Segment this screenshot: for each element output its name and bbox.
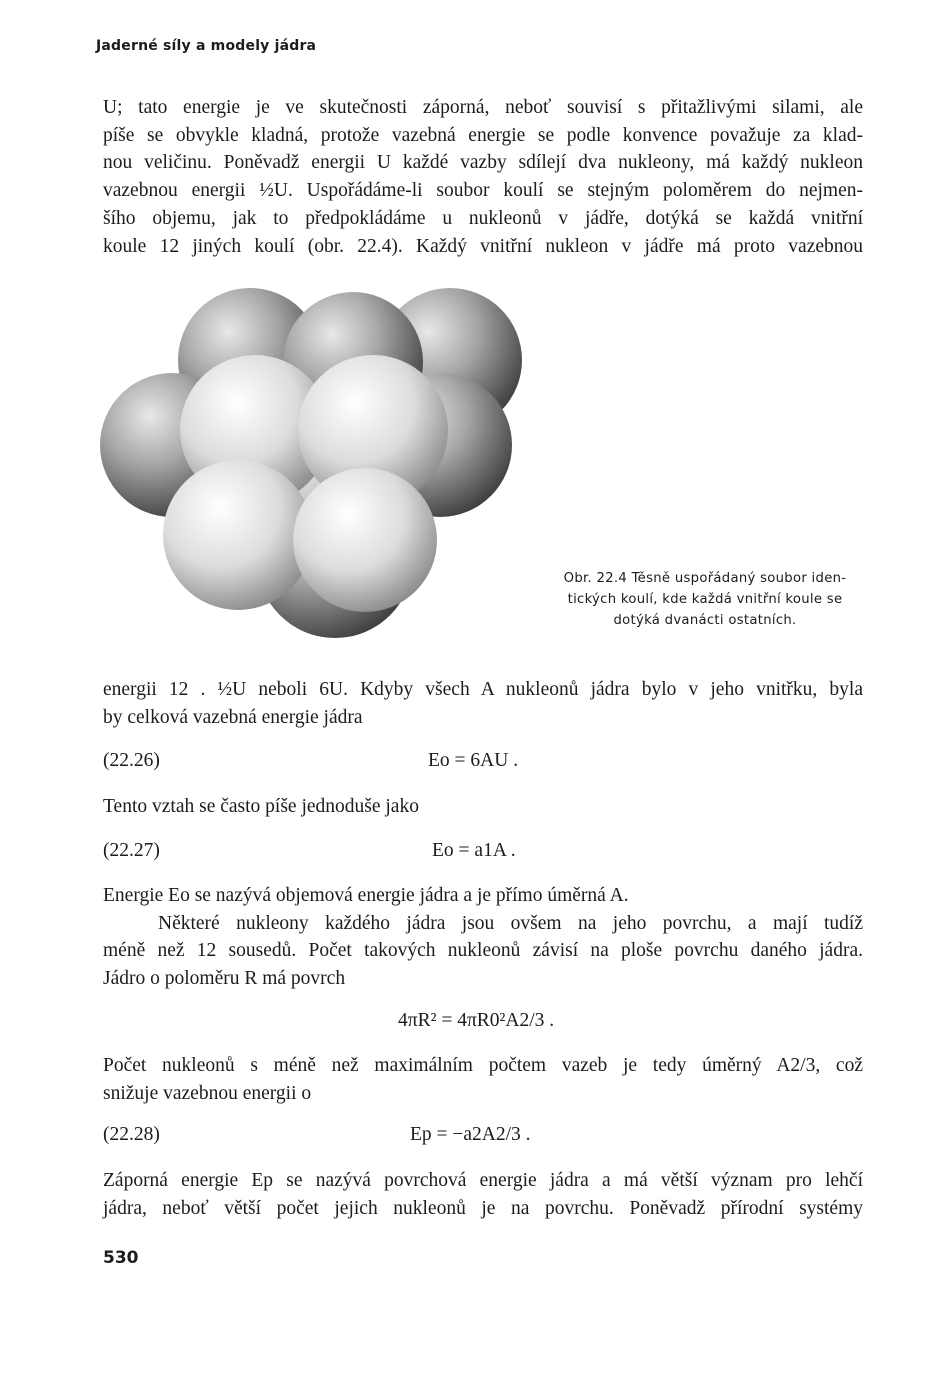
text-line: Záporná energie Ep se nazývá povrchová energie jádra a má větší význam pro lehčí — [103, 1170, 863, 1191]
text-line: vazebnou energii ½U. Uspořádáme-li soubor koulí se stejným poloměrem do nejmen- — [103, 180, 863, 202]
equation: Ep = −a2A2/3 . — [410, 1124, 531, 1145]
equation: 4πR² = 4πR0²A2/3 . — [398, 1010, 555, 1031]
paragraph-3 — [103, 793, 863, 821]
text-line: jádra, neboť větší počet jejich nukleonů je na povrchu. Poněvadž přírodní systémy — [103, 1197, 863, 1219]
equation-number: (22.28) — [103, 1124, 160, 1145]
text-line: nou veličinu. Poněvadž energii U každé vazby sdílejí dva nukleony, má každý nukleon — [103, 152, 863, 174]
text-line: Některé nukleony každého jádra jsou ovšem na jeho povrchu, a mají tudíž — [158, 912, 863, 934]
text-line: koule 12 jiných koulí (obr. 22.4). Každý vnitřní nukleon v jádře má proto vazebnou — [103, 235, 863, 257]
equation: Eo = a1A . — [432, 840, 516, 861]
text-line: Počet nukleonů s méně než maximálním počtem vazeb je tedy úměrný A2/3, což — [103, 1055, 863, 1076]
text-line: Jádro o poloměru R má povrch — [103, 968, 346, 990]
page-number: 530 — [103, 1248, 139, 1268]
paragraph-2 — [103, 676, 863, 731]
equation: Eo = 6AU . — [428, 750, 519, 771]
text-line: snižuje vazebnou energii o — [103, 1082, 312, 1104]
caption-line: tických koulí, kde každá vnitřní koule se — [567, 592, 843, 607]
sphere — [293, 468, 437, 612]
paragraph-5 — [103, 1052, 863, 1107]
text-line: Tento vztah se často píše jednoduše jako — [103, 796, 419, 817]
sphere-cluster-figure — [95, 280, 535, 650]
figure-caption — [535, 568, 875, 631]
text-line: energii 12 . ½U neboli 6U. Kdyby všech A nukleonů jádra bylo v jeho vnitřku, byla — [103, 679, 863, 700]
text-line: Energie Eo se nazývá objemová energie jádra a je přímo úměrná A. — [103, 885, 629, 906]
equation-number: (22.26) — [103, 750, 160, 771]
caption-line: dotýká dvanácti ostatních. — [613, 613, 797, 628]
equation-number: (22.27) — [103, 840, 160, 861]
paragraph-4 — [103, 882, 863, 993]
paragraph-6 — [103, 1167, 863, 1222]
text-line: by celková vazebná energie jádra — [103, 706, 363, 728]
text-line: šího objemu, jak to předpokládáme u nukleonů v jádře, dotýká se každá vnitřní — [103, 207, 863, 229]
paragraph-1 — [103, 94, 863, 260]
caption-line: Obr. 22.4 Těsně uspořádaný soubor iden- — [563, 571, 847, 586]
text-line: méně než 12 sousedů. Počet takových nukleonů závisí na ploše povrchu daného jádra. — [103, 940, 863, 962]
running-header: Jaderné síly a modely jádra — [96, 38, 317, 54]
text-line: píše se obvykle kladná, protože vazebná energie se podle konvence považuje za klad- — [103, 124, 863, 146]
text-line: U; tato energie je ve skutečnosti záporná, neboť souvisí s přitažlivými silami, ale — [103, 97, 863, 118]
sphere — [163, 460, 313, 610]
